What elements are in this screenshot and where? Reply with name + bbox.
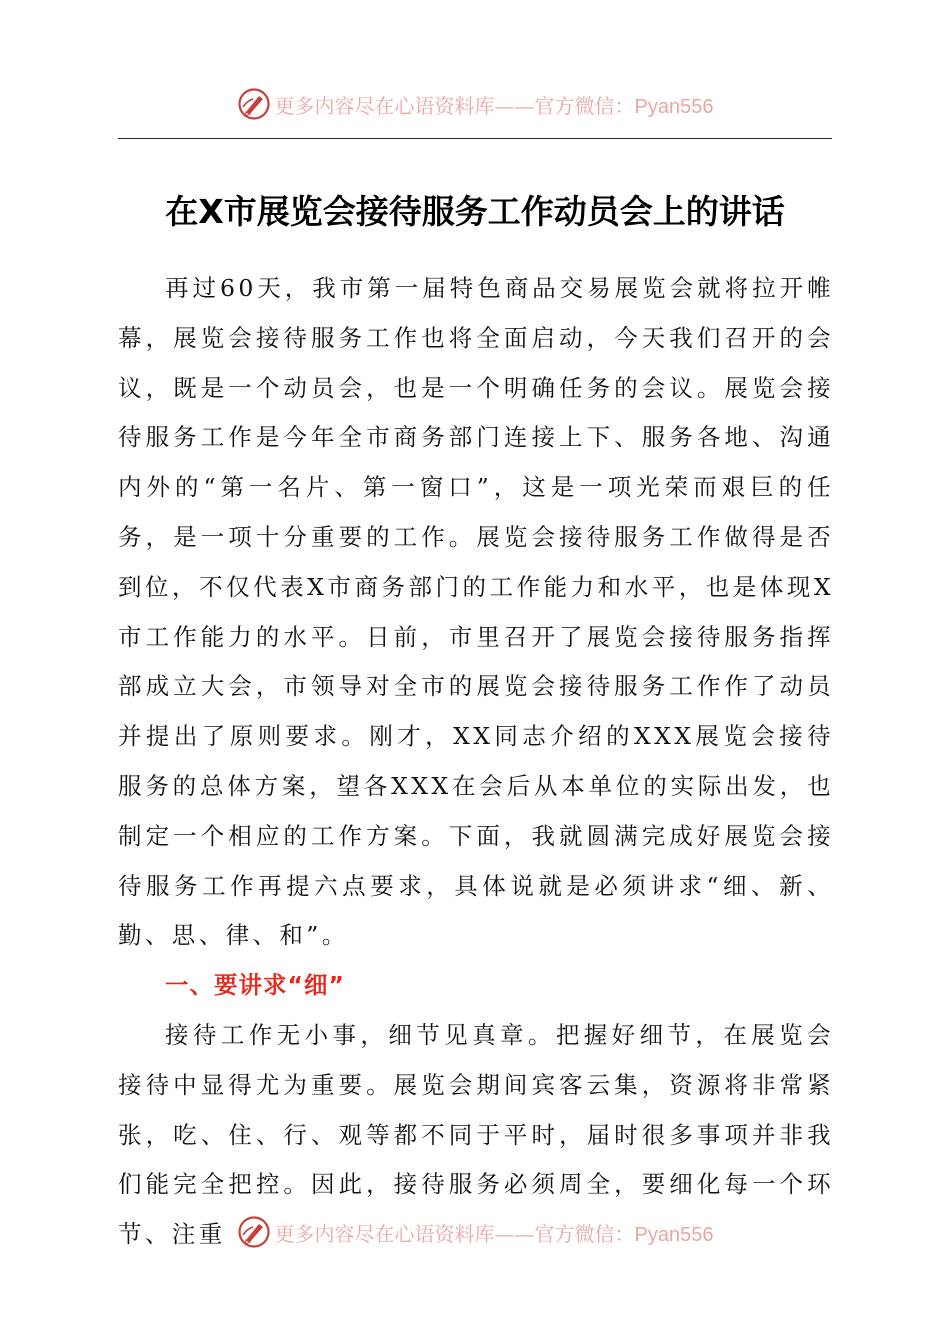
banner-main-text: 更多内容尽在心语资料库 [274, 93, 495, 118]
document-body [118, 264, 834, 1260]
banner-dash: —— [494, 93, 535, 118]
document-title: 在X市展览会接待服务工作动员会上的讲话 [165, 192, 785, 231]
header-divider [118, 138, 832, 139]
banner-wechat-id: Pyan556 [634, 1223, 714, 1246]
banner-wechat-label: 官方微信： [534, 1221, 635, 1246]
banner-text [275, 90, 714, 119]
banner-wechat-id: Pyan556 [634, 95, 714, 118]
pen-circle-logo-icon [237, 87, 271, 121]
body-paragraph-1: 再过60天，我市第一届特色商品交易展览会就将拉开帷幕，展览会接待服务工作也将全面启动，今天我们召开的会议，既是一个动员会，也是一个明确任务的会议。展览会接待服务工作是今年全市商务部门连接上下、服务各地、沟通内外的“第一名片、第一窗口”，这是一项光荣而艰巨的任务，是一项十分重要的工作。展览会接待服务工作做得是否到位，不仅代表X市商务部门的工作能力和水平，也是体现X市工作能力的水平。日前，市里召开了展览会接待服务指挥部成立大会，市领导对全市的展览会接待服务工作作了动员并提出了原则要求。刚才，XX同志介绍的XXX展览会接待服务的总体方案，望各XXX在会后从本单位的实际出发，也制定一个相应的工作方案。下面，我就圆满完成好展览会接待服务工作再提六点要求，具体说就是必须讲求“细、新、勤、思、律、和”。 [118, 274, 834, 950]
body-paragraph-2: 接待工作无小事，细节见真章。把握好细节，在展览会接待中显得尤为重要。展览会期间宾客云集，资源将非常紧张，吃、住、行、观等都不同于平时，届时很多事项并非我们能完全把控。因此，接待服务必须周全，要细化每一个环节、注重 [118, 1020, 834, 1249]
pen-circle-logo-icon [237, 1215, 271, 1249]
banner-text [275, 1218, 714, 1247]
header-watermark-banner [0, 84, 950, 124]
banner-wechat-label: 官方微信： [534, 93, 635, 118]
section-heading-1: 一、要讲求“细” [165, 971, 345, 1000]
banner-dash: —— [494, 1221, 535, 1246]
banner-main-text: 更多内容尽在心语资料库 [274, 1221, 495, 1246]
footer-watermark-banner [0, 1212, 950, 1252]
